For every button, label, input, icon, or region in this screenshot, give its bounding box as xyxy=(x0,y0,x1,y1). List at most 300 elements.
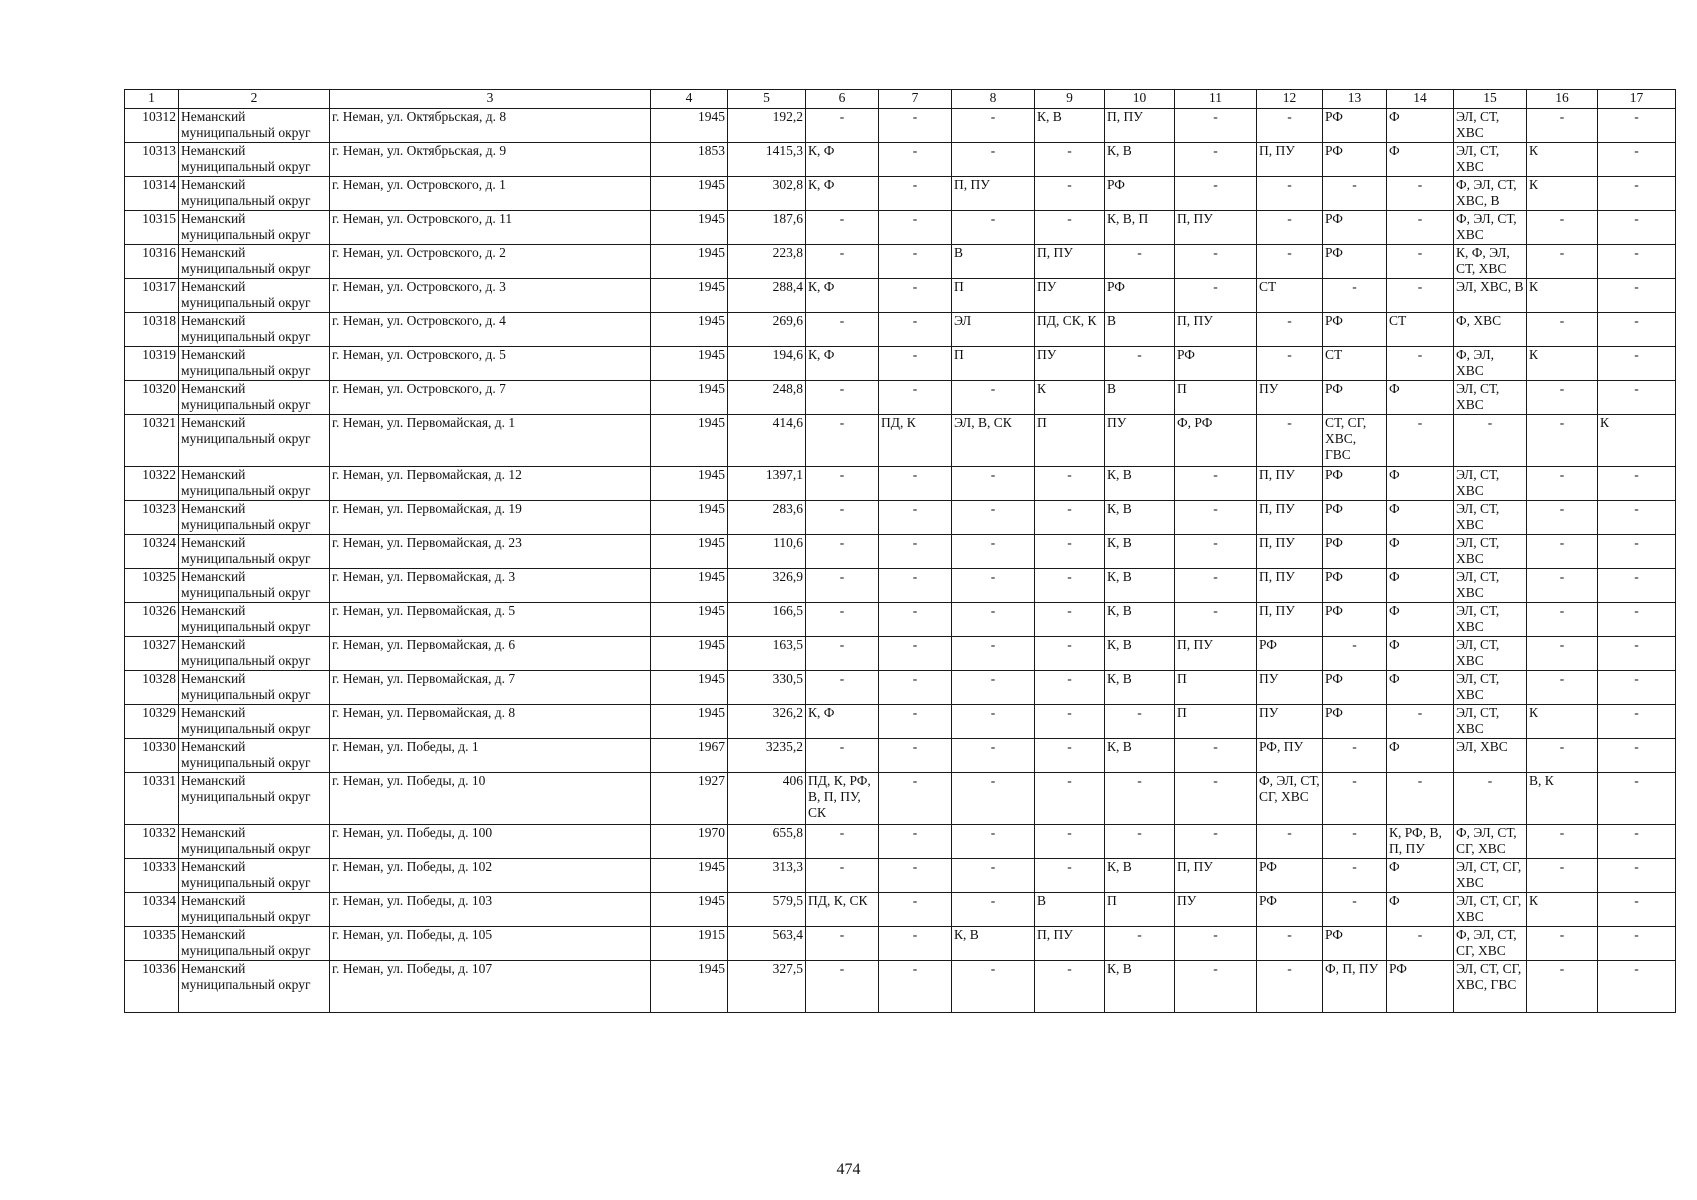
table-cell: - xyxy=(1387,347,1454,381)
table-cell: 302,8 xyxy=(728,177,806,211)
table-cell: К, Ф xyxy=(806,143,879,177)
table-cell: РФ xyxy=(1175,347,1257,381)
table-cell: г. Неман, ул. Островского, д. 7 xyxy=(330,381,651,415)
table-cell: - xyxy=(879,671,952,705)
table-cell: РФ xyxy=(1257,893,1323,927)
table-cell: РФ xyxy=(1323,109,1387,143)
table-cell: К, В xyxy=(1105,961,1175,1013)
table-cell: 1945 xyxy=(651,177,728,211)
table-cell: 10336 xyxy=(125,961,179,1013)
table-cell: - xyxy=(952,637,1035,671)
table-cell: - xyxy=(806,671,879,705)
table-cell: РФ xyxy=(1323,927,1387,961)
table-cell: - xyxy=(1257,961,1323,1013)
table-cell: СТ xyxy=(1257,279,1323,313)
table-cell: 10326 xyxy=(125,603,179,637)
table-cell: 10316 xyxy=(125,245,179,279)
table-cell: 406 xyxy=(728,773,806,825)
table-cell: 1945 xyxy=(651,705,728,739)
table-cell: - xyxy=(1387,279,1454,313)
table-cell: - xyxy=(1598,893,1676,927)
table-cell: РФ xyxy=(1105,177,1175,211)
table-cell: г. Неман, ул. Победы, д. 107 xyxy=(330,961,651,1013)
table-cell: - xyxy=(1527,671,1598,705)
table-cell: 563,4 xyxy=(728,927,806,961)
table-cell: - xyxy=(1598,569,1676,603)
table-cell: - xyxy=(1598,501,1676,535)
table-cell: - xyxy=(1035,637,1105,671)
table-row xyxy=(125,535,1676,569)
table-cell: Ф xyxy=(1387,381,1454,415)
table-cell: К xyxy=(1527,177,1598,211)
table-cell: - xyxy=(1527,927,1598,961)
table-cell: 1945 xyxy=(651,415,728,467)
table-cell: К xyxy=(1035,381,1105,415)
table-cell: К, В xyxy=(1105,637,1175,671)
table-cell: П xyxy=(1175,671,1257,705)
table-cell: - xyxy=(1175,245,1257,279)
table-cell: ЭЛ, СТ, ХВС xyxy=(1454,637,1527,671)
table-cell: - xyxy=(1387,773,1454,825)
table-cell: - xyxy=(806,927,879,961)
table-cell: ЭЛ, В, СК xyxy=(952,415,1035,467)
table-cell: ПД, К, СК xyxy=(806,893,879,927)
table-cell: - xyxy=(1105,245,1175,279)
table-cell: 1945 xyxy=(651,109,728,143)
table-cell: - xyxy=(1175,739,1257,773)
table-cell: 326,9 xyxy=(728,569,806,603)
table-cell: В xyxy=(1105,313,1175,347)
column-header: 3 xyxy=(330,90,651,109)
table-cell: 10329 xyxy=(125,705,179,739)
table-cell: РФ xyxy=(1257,859,1323,893)
table-cell: 579,5 xyxy=(728,893,806,927)
table-cell: П, ПУ xyxy=(1257,143,1323,177)
table-cell: Неманский муниципальный округ xyxy=(179,773,330,825)
table-cell: 3235,2 xyxy=(728,739,806,773)
table-cell: Ф xyxy=(1387,467,1454,501)
table-cell: ЭЛ, СТ, ХВС xyxy=(1454,705,1527,739)
table-cell: г. Неман, ул. Островского, д. 11 xyxy=(330,211,651,245)
table-cell: - xyxy=(952,535,1035,569)
table-cell: Ф, ЭЛ, СТ, СГ, ХВС xyxy=(1454,825,1527,859)
table-cell: - xyxy=(1598,671,1676,705)
table-cell: Ф xyxy=(1387,143,1454,177)
table-cell: В xyxy=(952,245,1035,279)
table-cell: 1945 xyxy=(651,347,728,381)
column-header: 16 xyxy=(1527,90,1598,109)
table-cell: РФ xyxy=(1323,467,1387,501)
table-cell: - xyxy=(806,211,879,245)
table-cell: 1945 xyxy=(651,381,728,415)
table-cell: 248,8 xyxy=(728,381,806,415)
table-cell: К, В xyxy=(1105,859,1175,893)
table-cell: г. Неман, ул. Островского, д. 3 xyxy=(330,279,651,313)
table-cell: Неманский муниципальный округ xyxy=(179,501,330,535)
table-cell: 1945 xyxy=(651,893,728,927)
table-cell: Неманский муниципальный округ xyxy=(179,859,330,893)
table-cell: 1945 xyxy=(651,603,728,637)
table-row xyxy=(125,773,1676,825)
table-cell: РФ xyxy=(1323,245,1387,279)
table-cell: - xyxy=(806,569,879,603)
table-cell: Неманский муниципальный округ xyxy=(179,535,330,569)
table-cell: - xyxy=(806,859,879,893)
table-cell: Ф xyxy=(1387,501,1454,535)
table-cell: 10317 xyxy=(125,279,179,313)
table-cell: - xyxy=(1387,245,1454,279)
table-cell: - xyxy=(1598,859,1676,893)
table-cell: - xyxy=(806,313,879,347)
table-cell: - xyxy=(806,415,879,467)
registry-table xyxy=(124,89,1676,1013)
table-row xyxy=(125,245,1676,279)
table-cell: П, ПУ xyxy=(1257,535,1323,569)
table-cell: - xyxy=(879,603,952,637)
table-cell: - xyxy=(879,313,952,347)
table-cell: Неманский муниципальный округ xyxy=(179,245,330,279)
table-cell: 10320 xyxy=(125,381,179,415)
table-cell: Ф xyxy=(1387,535,1454,569)
table-cell: 10323 xyxy=(125,501,179,535)
table-cell: К, Ф xyxy=(806,279,879,313)
table-cell: ЭЛ, ХВС, В xyxy=(1454,279,1527,313)
table-cell: - xyxy=(879,347,952,381)
table-cell: - xyxy=(1387,211,1454,245)
table-cell: - xyxy=(1527,501,1598,535)
table-cell: - xyxy=(879,893,952,927)
table-cell: 187,6 xyxy=(728,211,806,245)
table-cell: - xyxy=(1527,415,1598,467)
table-cell: К xyxy=(1527,143,1598,177)
table-cell: г. Неман, ул. Победы, д. 10 xyxy=(330,773,651,825)
table-cell: Ф, П, ПУ xyxy=(1323,961,1387,1013)
table-cell: Ф, ЭЛ, СТ, ХВС, В xyxy=(1454,177,1527,211)
table-cell: П, ПУ xyxy=(1257,467,1323,501)
table-row xyxy=(125,739,1676,773)
table-cell: - xyxy=(1454,415,1527,467)
table-cell: Ф, ХВС xyxy=(1454,313,1527,347)
table-cell: К xyxy=(1598,415,1676,467)
page-number: 474 xyxy=(836,1161,861,1178)
table-cell: - xyxy=(806,603,879,637)
table-cell: - xyxy=(1387,927,1454,961)
table-cell: - xyxy=(1387,705,1454,739)
table-row xyxy=(125,569,1676,603)
table-cell: 327,5 xyxy=(728,961,806,1013)
table-cell: РФ xyxy=(1323,501,1387,535)
column-header: 7 xyxy=(879,90,952,109)
table-cell: - xyxy=(1035,739,1105,773)
table-cell: К, Ф xyxy=(806,705,879,739)
table-cell: Ф, ЭЛ, СТ, СГ, ХВС xyxy=(1257,773,1323,825)
table-cell: - xyxy=(1257,109,1323,143)
table-cell: - xyxy=(1035,671,1105,705)
table-cell: - xyxy=(1323,177,1387,211)
header-row xyxy=(125,90,1676,109)
table-cell: Ф xyxy=(1387,603,1454,637)
table-cell: Ф xyxy=(1387,859,1454,893)
table-cell: ЭЛ xyxy=(952,313,1035,347)
table-cell: - xyxy=(879,825,952,859)
table-cell: ПД, К, РФ, В, П, ПУ, СК xyxy=(806,773,879,825)
table-cell: - xyxy=(1323,893,1387,927)
table-cell: 1397,1 xyxy=(728,467,806,501)
table-cell: П, ПУ xyxy=(1175,637,1257,671)
table-cell: - xyxy=(879,501,952,535)
table-cell: - xyxy=(952,859,1035,893)
table-cell: 1415,3 xyxy=(728,143,806,177)
table-cell: - xyxy=(879,381,952,415)
table-cell: - xyxy=(1257,177,1323,211)
table-cell: - xyxy=(1257,211,1323,245)
table-cell: - xyxy=(806,381,879,415)
table-cell: - xyxy=(1323,279,1387,313)
table-cell: 330,5 xyxy=(728,671,806,705)
table-row xyxy=(125,927,1676,961)
table-cell: - xyxy=(1175,825,1257,859)
table-cell: 1945 xyxy=(651,501,728,535)
table-cell: В xyxy=(1105,381,1175,415)
table-cell: 223,8 xyxy=(728,245,806,279)
table-cell: 1945 xyxy=(651,211,728,245)
table-cell: РФ xyxy=(1323,143,1387,177)
table-cell: - xyxy=(1527,535,1598,569)
table-cell: г. Неман, ул. Победы, д. 100 xyxy=(330,825,651,859)
table-cell: - xyxy=(1035,705,1105,739)
table-row xyxy=(125,109,1676,143)
table-cell: Неманский муниципальный округ xyxy=(179,381,330,415)
table-header xyxy=(125,90,1676,109)
table-cell: - xyxy=(1598,637,1676,671)
table-cell: П xyxy=(1175,381,1257,415)
table-cell: 1945 xyxy=(651,569,728,603)
table-cell: - xyxy=(1257,313,1323,347)
table-row xyxy=(125,347,1676,381)
table-cell: П, ПУ xyxy=(1105,109,1175,143)
table-cell: 10313 xyxy=(125,143,179,177)
table-cell: ПУ xyxy=(1035,347,1105,381)
table-cell: 1915 xyxy=(651,927,728,961)
table-cell: Ф xyxy=(1387,671,1454,705)
column-header: 1 xyxy=(125,90,179,109)
table-cell: ЭЛ, СТ, ХВС xyxy=(1454,467,1527,501)
table-cell: - xyxy=(806,501,879,535)
table-row xyxy=(125,313,1676,347)
table-cell: 166,5 xyxy=(728,603,806,637)
table-cell: РФ xyxy=(1323,313,1387,347)
table-cell: - xyxy=(952,773,1035,825)
table-cell: К, В xyxy=(1035,109,1105,143)
table-row xyxy=(125,143,1676,177)
table-cell: Ф, ЭЛ, СТ, СГ, ХВС xyxy=(1454,927,1527,961)
table-cell: - xyxy=(1598,535,1676,569)
table-cell: Ф, РФ xyxy=(1175,415,1257,467)
table-cell: - xyxy=(952,603,1035,637)
table-cell: Неманский муниципальный округ xyxy=(179,143,330,177)
table-row xyxy=(125,381,1676,415)
table-cell: П, ПУ xyxy=(1035,245,1105,279)
table-cell: Неманский муниципальный округ xyxy=(179,569,330,603)
table-cell: - xyxy=(1323,773,1387,825)
table-cell: 10331 xyxy=(125,773,179,825)
table-cell: 1945 xyxy=(651,313,728,347)
table-cell: - xyxy=(952,569,1035,603)
table-cell: Ф, ЭЛ, ХВС xyxy=(1454,347,1527,381)
table-cell: - xyxy=(1257,825,1323,859)
table-cell: - xyxy=(1105,773,1175,825)
table-cell: 1945 xyxy=(651,535,728,569)
table-cell: 1945 xyxy=(651,467,728,501)
table-row xyxy=(125,279,1676,313)
table-cell: г. Неман, ул. Первомайская, д. 19 xyxy=(330,501,651,535)
table-cell: П xyxy=(1105,893,1175,927)
table-cell: - xyxy=(1527,961,1598,1013)
table-cell: 655,8 xyxy=(728,825,806,859)
table-cell: г. Неман, ул. Победы, д. 102 xyxy=(330,859,651,893)
table-cell: - xyxy=(1598,279,1676,313)
table-cell: Неманский муниципальный округ xyxy=(179,705,330,739)
table-cell: - xyxy=(1598,313,1676,347)
column-header: 6 xyxy=(806,90,879,109)
table-cell: г. Неман, ул. Островского, д. 4 xyxy=(330,313,651,347)
table-cell: г. Неман, ул. Первомайская, д. 5 xyxy=(330,603,651,637)
table-cell: ПУ xyxy=(1105,415,1175,467)
table-cell: ЭЛ, СТ, СГ, ХВС, ГВС xyxy=(1454,961,1527,1013)
table-cell: - xyxy=(879,961,952,1013)
table-cell: К, В, П xyxy=(1105,211,1175,245)
table-cell: 10322 xyxy=(125,467,179,501)
table-cell: 1970 xyxy=(651,825,728,859)
table-cell: К, Ф, ЭЛ, СТ, ХВС xyxy=(1454,245,1527,279)
table-cell: - xyxy=(1323,825,1387,859)
table-cell: 10321 xyxy=(125,415,179,467)
table-cell: ЭЛ, СТ, ХВС xyxy=(1454,535,1527,569)
table-cell: - xyxy=(879,245,952,279)
table-cell: 313,3 xyxy=(728,859,806,893)
table-cell: Неманский муниципальный округ xyxy=(179,825,330,859)
table-cell: П, ПУ xyxy=(1175,859,1257,893)
table-cell: - xyxy=(1527,825,1598,859)
table-cell: - xyxy=(879,705,952,739)
table-cell: Неманский муниципальный округ xyxy=(179,637,330,671)
table-cell: - xyxy=(1175,143,1257,177)
table-cell: ЭЛ, СТ, ХВС xyxy=(1454,603,1527,637)
table-cell: - xyxy=(879,927,952,961)
table-cell: 1853 xyxy=(651,143,728,177)
table-cell: ЭЛ, СТ, ХВС xyxy=(1454,381,1527,415)
table-cell: - xyxy=(806,467,879,501)
table-cell: К, В xyxy=(1105,603,1175,637)
table-cell: Неманский муниципальный округ xyxy=(179,739,330,773)
table-cell: Ф xyxy=(1387,569,1454,603)
table-cell: К, Ф xyxy=(806,177,879,211)
table-cell: - xyxy=(879,143,952,177)
table-cell: г. Неман, ул. Первомайская, д. 12 xyxy=(330,467,651,501)
table-cell: - xyxy=(952,143,1035,177)
table-cell: - xyxy=(1175,467,1257,501)
table-cell: - xyxy=(1035,825,1105,859)
table-cell: - xyxy=(1035,603,1105,637)
table-cell: РФ xyxy=(1323,381,1387,415)
table-cell: 10325 xyxy=(125,569,179,603)
table-row xyxy=(125,859,1676,893)
table-cell: - xyxy=(1257,347,1323,381)
table-cell: К, В xyxy=(1105,501,1175,535)
table-cell: - xyxy=(879,569,952,603)
table-cell: - xyxy=(806,535,879,569)
table-cell: К, В xyxy=(1105,739,1175,773)
table-cell: - xyxy=(879,859,952,893)
table-cell: В xyxy=(1035,893,1105,927)
table-cell: П, ПУ xyxy=(1035,927,1105,961)
table-cell: Неманский муниципальный округ xyxy=(179,313,330,347)
table-cell: - xyxy=(1598,381,1676,415)
table-cell: 1927 xyxy=(651,773,728,825)
table-cell: г. Неман, ул. Первомайская, д. 3 xyxy=(330,569,651,603)
table-row xyxy=(125,415,1676,467)
table-cell: г. Неман, ул. Первомайская, д. 1 xyxy=(330,415,651,467)
table-cell: - xyxy=(1598,211,1676,245)
table-cell: - xyxy=(1035,143,1105,177)
table-cell: 326,2 xyxy=(728,705,806,739)
table-cell: П, ПУ xyxy=(1175,313,1257,347)
table-cell: 10327 xyxy=(125,637,179,671)
table-cell: 10334 xyxy=(125,893,179,927)
table-cell: 10314 xyxy=(125,177,179,211)
table-cell: - xyxy=(1527,859,1598,893)
column-header: 2 xyxy=(179,90,330,109)
table-cell: 288,4 xyxy=(728,279,806,313)
column-header: 12 xyxy=(1257,90,1323,109)
table-cell: - xyxy=(1454,773,1527,825)
table-cell: П, ПУ xyxy=(1257,569,1323,603)
table-cell: - xyxy=(952,109,1035,143)
table-cell: - xyxy=(1175,177,1257,211)
table-cell: - xyxy=(806,739,879,773)
table-cell: - xyxy=(1598,109,1676,143)
table-cell: г. Неман, ул. Островского, д. 1 xyxy=(330,177,651,211)
table-cell: РФ xyxy=(1323,569,1387,603)
table-cell: - xyxy=(1035,211,1105,245)
table-cell: - xyxy=(1175,501,1257,535)
table-cell: - xyxy=(1175,569,1257,603)
table-cell: К xyxy=(1527,705,1598,739)
table-cell: - xyxy=(1257,927,1323,961)
table-cell: - xyxy=(1527,381,1598,415)
table-cell: П, ПУ xyxy=(1257,501,1323,535)
table-row xyxy=(125,705,1676,739)
table-cell: Ф, ЭЛ, СТ, ХВС xyxy=(1454,211,1527,245)
table-cell: РФ xyxy=(1387,961,1454,1013)
table-cell: - xyxy=(1527,245,1598,279)
table-cell: г. Неман, ул. Октябрьская, д. 9 xyxy=(330,143,651,177)
table-cell: РФ xyxy=(1323,211,1387,245)
table-cell: - xyxy=(952,381,1035,415)
table-cell: 194,6 xyxy=(728,347,806,381)
table-cell: - xyxy=(1323,859,1387,893)
table-cell: РФ xyxy=(1323,671,1387,705)
table-row xyxy=(125,961,1676,1013)
table-cell: Ф xyxy=(1387,109,1454,143)
table-cell: 1945 xyxy=(651,859,728,893)
table-cell: 1967 xyxy=(651,739,728,773)
table-cell: - xyxy=(1527,637,1598,671)
table-cell: - xyxy=(1387,415,1454,467)
table-cell: - xyxy=(1105,927,1175,961)
table-cell: П xyxy=(952,347,1035,381)
table-cell: К, В xyxy=(1105,569,1175,603)
